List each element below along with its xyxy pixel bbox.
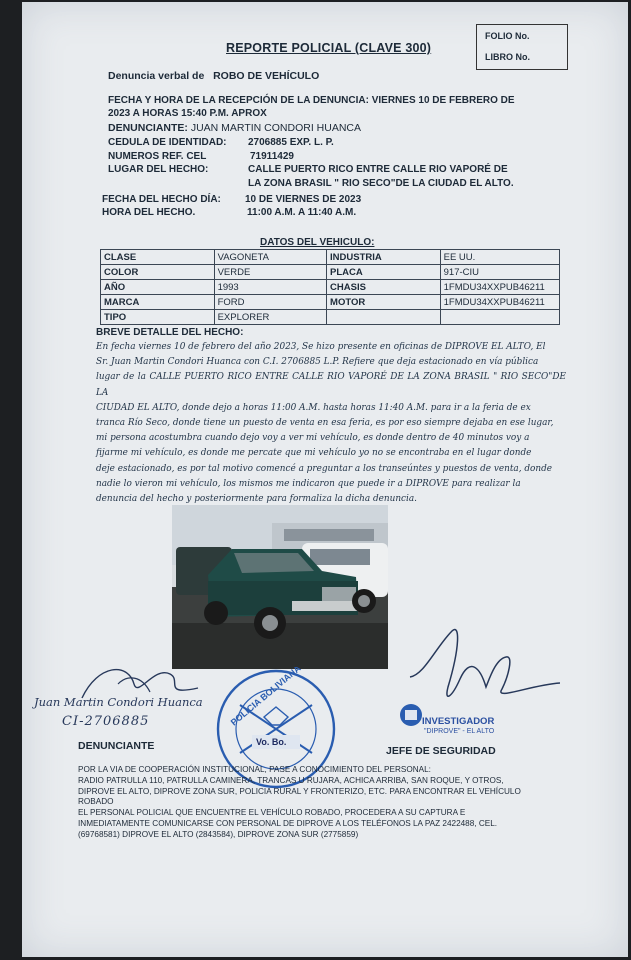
narrative-line: denuncia del hecho y posteriormente para formaliza la dicha denuncia. bbox=[96, 494, 417, 505]
lugar-value-1: CALLE PUERTO RICO ENTRE CALLE RIO VAPORÉ DE bbox=[248, 164, 508, 175]
hora-value: 11:00 A.M. A 11:40 A.M. bbox=[247, 207, 357, 218]
footer-line: DIPROVE EL ALTO, DIPROVE ZONA SUR, POLICIA RURAL Y FRONTERIZO, ETC. PARA ENCONTRAR EL VEHÍCULO bbox=[78, 786, 521, 796]
vehicle-field-label: COLOR bbox=[101, 265, 215, 280]
jefe-caption: JEFE DE SEGURIDAD bbox=[386, 745, 496, 757]
cedula-row bbox=[108, 137, 334, 148]
footer-line: POR LA VIA DE COOPERACIÓN INSTITUCIONAL, PASE A CONOCIMIENTO DEL PERSONAL: bbox=[78, 765, 431, 774]
vehicle-field-value: VERDE bbox=[214, 265, 326, 280]
vehicle-field-value: EE UU. bbox=[440, 250, 559, 265]
denunciante-label: DENUNCIANTE: bbox=[108, 122, 188, 134]
folio-label: FOLIO No. bbox=[485, 31, 530, 41]
report-sheet bbox=[22, 2, 628, 957]
cedula-value: 2706885 EXP. L. P. bbox=[248, 137, 334, 148]
vehicle-field-label: PLACA bbox=[327, 265, 441, 280]
vehicle-field-label: CLASE bbox=[101, 250, 215, 265]
lugar-row bbox=[108, 164, 508, 175]
vehicle-row bbox=[101, 310, 560, 325]
denuncia-value: ROBO DE VEHÍCULO bbox=[213, 70, 320, 82]
narrative-line: tranca Río Seco, donde tiene un puesto de venta en esa feria, es por eso siempre dejaba en ese lugar, bbox=[96, 418, 554, 429]
fecha-value: 10 DE VIERNES DE 2023 bbox=[245, 194, 362, 205]
narrative-line: En fecha viernes 10 de febrero del año 2023, Se hizo presente en oficinas de DIPROVE EL ALTO, El bbox=[96, 342, 546, 352]
recepcion-line1: FECHA Y HORA DE LA RECEPCIÓN DE LA DENUNCIA: VIERNES 10 DE FEBRERO DE bbox=[108, 95, 515, 106]
vehicle-photo-image bbox=[172, 505, 388, 669]
narrative-line: mi persona acostumbra cuando dejo voy a ver mi vehículo, es donde dentro de 40 minutos voy a bbox=[96, 433, 530, 444]
vehicle-photo bbox=[172, 505, 388, 669]
narrative-line: lugar de la CALLE PUERTO RICO ENTRE CALLE RIO VAPORÉ DE LA ZONA BRASIL " RIO SECO"DE LA bbox=[96, 372, 566, 398]
vehicle-field-value: 1FMDU34XXPUB46211 bbox=[440, 280, 559, 295]
footer-line: EL PERSONAL POLICIAL QUE ENCUENTRE EL VEHÍCULO ROBADO, PROCEDERA A SU CAPTURA E bbox=[78, 808, 466, 818]
vehicle-field-value: FORD bbox=[214, 295, 326, 310]
numeros-label: NUMEROS REF. CEL bbox=[108, 151, 207, 162]
numeros-row bbox=[108, 151, 294, 162]
lugar-label: LUGAR DEL HECHO: bbox=[108, 164, 209, 175]
vehicle-field-value: 917-CIU bbox=[440, 265, 559, 280]
investigador-stamp-line1: INVESTIGADOR bbox=[422, 716, 495, 727]
fecha-label: FECHA DEL HECHO DÍA: bbox=[102, 194, 221, 205]
vehicle-field-label: MARCA bbox=[101, 295, 215, 310]
numeros-value: 71911429 bbox=[250, 151, 294, 162]
narrative-line: nadie lo vieron mi vehículo, los mismos me indicaron que puede ir a DIPROVE para realizar la bbox=[96, 478, 521, 489]
footer-notice bbox=[78, 765, 560, 841]
svg-text:POLICIA BOLIVIANA: POLICIA BOLIVIANA bbox=[228, 667, 303, 728]
vehicle-row bbox=[101, 295, 560, 310]
denuncia-label: Denuncia verbal de bbox=[108, 70, 205, 82]
vehicle-field-label: AÑO bbox=[101, 280, 215, 295]
vehicle-table bbox=[100, 249, 560, 325]
stamp-vobo: Vo. Bo. bbox=[256, 737, 287, 747]
investigador-stamp-line2: "DIPROVE" - EL ALTO bbox=[424, 728, 495, 735]
narrative-line: Sr. Juan Martin Condori Huanca con C.I. 2706885 L.P. Refiere que deja estacionado en vía pública bbox=[96, 357, 539, 368]
denunciante-handwritten-name: Juan Martin Condori Huanca bbox=[34, 695, 203, 709]
denunciante-value: JUAN MARTIN CONDORI HUANCA bbox=[190, 122, 361, 134]
recepcion-line2: 2023 A HORAS 15:40 P.M. APROX bbox=[108, 108, 267, 119]
narrative-text bbox=[96, 340, 566, 507]
vehicle-field-value: EXPLORER bbox=[214, 310, 326, 325]
narrative-line: CIUDAD EL ALTO, donde dejo a horas 11:00 A.M. hasta horas 11:40 A.M. para ir a la feria de ex bbox=[96, 402, 531, 413]
vehicle-field-label: MOTOR bbox=[327, 295, 441, 310]
vehicle-field-value bbox=[440, 310, 559, 325]
lugar-value-2: LA ZONA BRASIL " RIO SECO"DE LA CIUDAD EL ALTO. bbox=[248, 178, 514, 189]
detail-title: BREVE DETALLE DEL HECHO: bbox=[96, 327, 244, 338]
denunciante-row bbox=[108, 122, 361, 134]
vehicle-row bbox=[101, 280, 560, 295]
libro-label: LIBRO No. bbox=[485, 52, 530, 62]
vehicle-field-label: INDUSTRIA bbox=[327, 250, 441, 265]
narrative-line: fijarme mi vehículo, es donde me percate que mi vehículo yo no se encontraba en el lugar donde bbox=[96, 448, 532, 459]
footer-line: INMEDIATAMENTE COMUNICARSE CON PERSONAL DE DIPROVE A LOS TELÉFONOS LA PAZ 2422488, CEL. bbox=[78, 818, 498, 828]
denunciante-handwritten-ci: CI-2706885 bbox=[62, 714, 150, 729]
denunciante-caption: DENUNCIANTE bbox=[78, 740, 155, 752]
vehicle-row bbox=[101, 265, 560, 280]
narrative-line: deje estacionado, es por tal motivo comencé a preguntar a los transeúntes y puestos de venta, donde bbox=[96, 463, 553, 474]
fecha-row bbox=[102, 194, 362, 205]
vehicle-field-label: CHASIS bbox=[327, 280, 441, 295]
footer-line: RADIO PATRULLA 110, PATRULLA CAMINERA, TRANCAS U RUJARA, ACHICA ARRIBA, SAN ROQUE, Y OTROS, bbox=[78, 775, 504, 785]
denuncia-line bbox=[108, 70, 319, 82]
vehicle-field-label bbox=[327, 310, 441, 325]
folio-box bbox=[476, 24, 568, 70]
vehicle-section-title: DATOS DEL VEHICULO: bbox=[260, 237, 375, 248]
vehicle-field-value: 1FMDU34XXPUB46211 bbox=[440, 295, 559, 310]
report-title: REPORTE POLICIAL (CLAVE 300) bbox=[226, 41, 432, 55]
footer-line: ROBADO bbox=[78, 797, 114, 807]
vehicle-field-value: VAGONETA bbox=[214, 250, 326, 265]
vehicle-field-label: TIPO bbox=[101, 310, 215, 325]
hora-label: HORA DEL HECHO. bbox=[102, 207, 196, 218]
vehicle-row bbox=[101, 250, 560, 265]
vehicle-field-value: 1993 bbox=[214, 280, 326, 295]
footer-line: (69768581) DIPROVE EL ALTO (2843584), DIPROVE ZONA SUR (2775859) bbox=[78, 829, 359, 839]
cedula-label: CEDULA DE IDENTIDAD: bbox=[108, 137, 227, 148]
hora-row bbox=[102, 207, 357, 218]
